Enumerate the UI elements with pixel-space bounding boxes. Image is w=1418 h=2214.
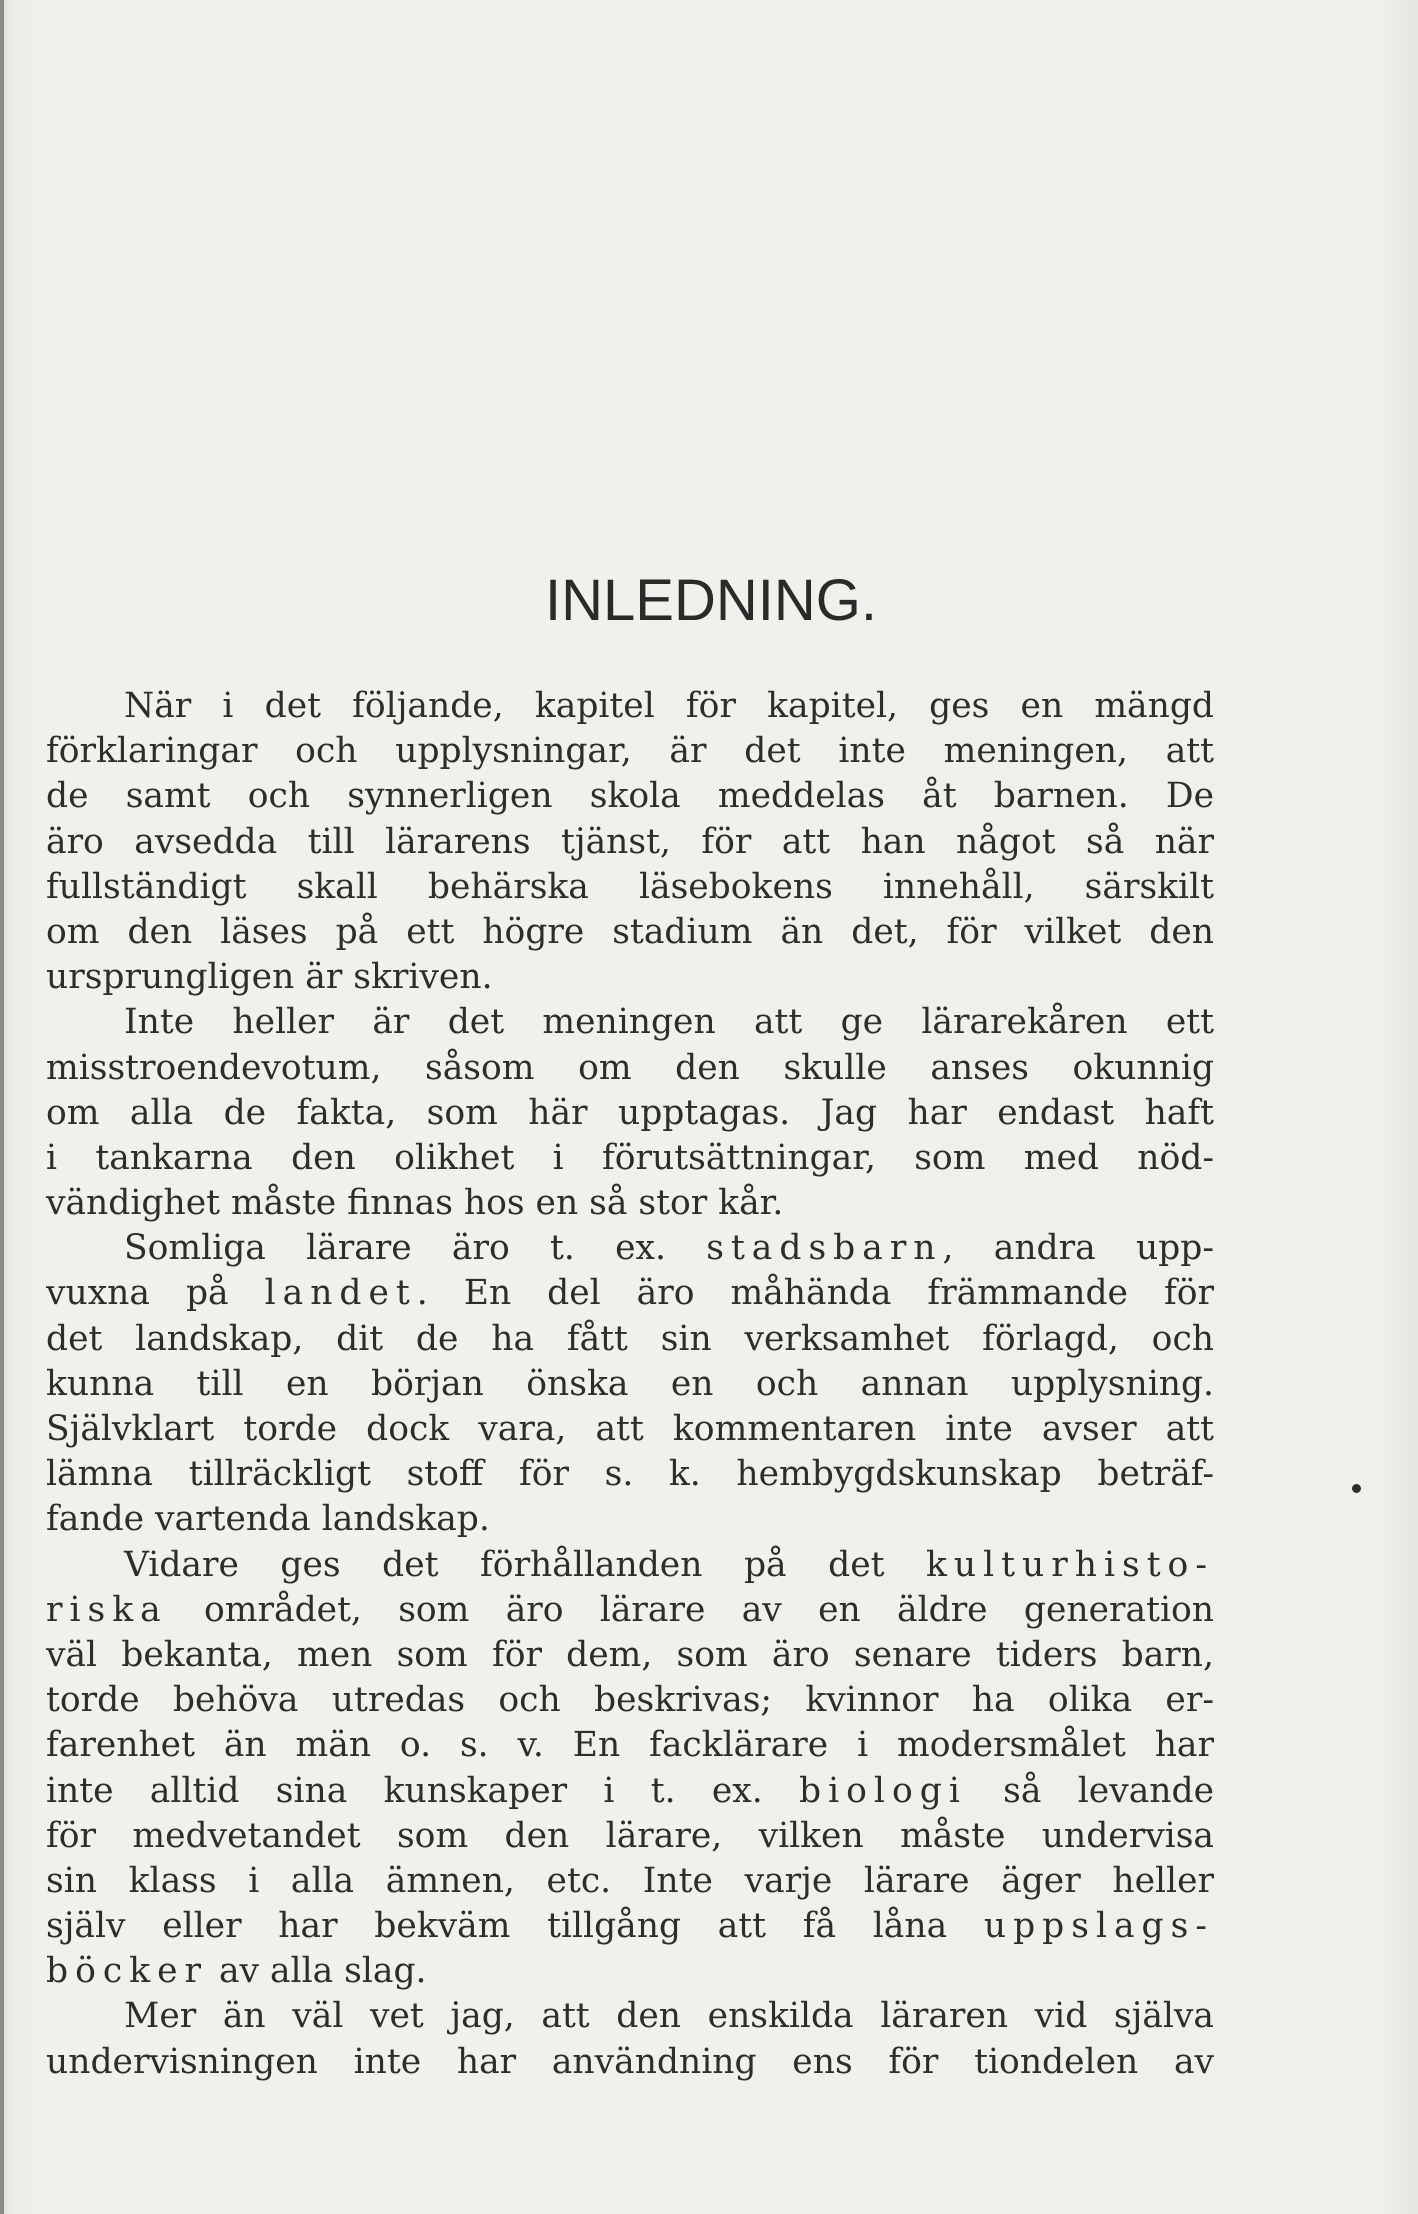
spaced-emphasis: biologi [799, 1770, 967, 1811]
text-line: kunna till en början önska en och annan upplysning. [46, 1363, 1214, 1404]
spaced-emphasis: kulturhisto- [926, 1544, 1214, 1585]
text-line [46, 1949, 1214, 1994]
text-line: farenhet än män o. s. v. En facklärare i modersmålet har [46, 1725, 1214, 1766]
chapter-title: INLEDNING. [545, 568, 877, 633]
text-line [46, 1769, 1214, 1814]
text-line: om den läses på ett högre stadium än det, för vilket den [46, 911, 1214, 952]
text-line: undervisningen inte har användning ens för tiondelen av [46, 2041, 1214, 2082]
text-line [46, 1271, 1214, 1316]
spaced-emphasis: riska [46, 1589, 168, 1630]
spaced-emphasis: böcker [46, 1951, 208, 1992]
text-line: misstroendevotum, såsom om den skulle anses okunnig [46, 1047, 1214, 1088]
text-line: vändighet måste finnas hos en så stor kår. [46, 1183, 784, 1224]
text-segment: området, som äro lärare av en äldre generation [167, 1589, 1214, 1630]
body-text [46, 684, 1214, 2085]
text-line: fullständigt skall behärska läsebokens innehåll, särskilt [46, 866, 1214, 907]
text-line [46, 1588, 1214, 1633]
text-line: lämna tillräckligt stoff för s. k. hembygdskunskap beträf- [46, 1454, 1214, 1495]
text-line: för medvetandet som den lärare, vilken måste undervisa [46, 1815, 1214, 1856]
text-segment: Somliga lärare äro t. ex. [124, 1228, 707, 1269]
text-line [46, 1904, 1214, 1949]
text-line: förklaringar och upplysningar, är det inte meningen, att [46, 731, 1214, 772]
text-line: torde behöva utredas och beskrivas; kvinnor ha olika er- [46, 1680, 1214, 1721]
spaced-emphasis: uppslags- [983, 1906, 1214, 1947]
text-line: väl bekanta, men som för dem, som äro senare tiders barn, [46, 1634, 1214, 1675]
text-line: När i det följande, kapitel för kapitel, ges en mängd [124, 686, 1214, 726]
text-line: fande vartenda landskap. [46, 1499, 490, 1540]
spaced-emphasis: landet [264, 1273, 417, 1314]
text-line: om alla de fakta, som här upptagas. Jag har endast haft [46, 1092, 1214, 1133]
text-line: det landskap, dit de ha fått sin verksamhet förlagd, och [46, 1318, 1214, 1359]
margin-mark [1352, 1484, 1361, 1493]
text-line: i tankarna den olikhet i förutsättningar, som med nöd- [46, 1137, 1214, 1178]
text-line: äro avsedda till lärarens tjänst, för att han något så när [46, 821, 1214, 862]
text-segment: . En del äro måhända främmande för [416, 1273, 1214, 1314]
text-line [46, 1543, 1214, 1588]
text-segment: vuxna på [46, 1273, 265, 1314]
text-line [46, 1226, 1214, 1271]
text-line: sin klass i alla ämnen, etc. Inte varje lärare äger heller [46, 1860, 1214, 1901]
text-segment: så levande [966, 1770, 1214, 1811]
text-segment: Vidare ges det förhållanden på det [124, 1544, 926, 1585]
text-line: Självklart torde dock vara, att kommentaren inte avser att [46, 1409, 1214, 1449]
text-line: Mer än väl vet jag, att den enskilda läraren vid själva [124, 1996, 1214, 2037]
text-line: ursprungligen är skriven. [46, 957, 493, 998]
text-segment: , andra upp- [942, 1228, 1214, 1269]
spaced-emphasis: stadsbarn [706, 1228, 943, 1269]
text-segment: inte alltid sina kunskaper i t. ex. [46, 1770, 800, 1811]
text-segment: själv eller har bekväm tillgång att få låna [46, 1906, 984, 1947]
page-binding-edge [0, 0, 4, 2214]
text-line: de samt och synnerligen skola meddelas åt barnen. De [46, 776, 1214, 817]
text-line: Inte heller är det meningen att ge lärarekåren ett [124, 1002, 1214, 1043]
text-segment: av alla slag. [208, 1951, 427, 1992]
